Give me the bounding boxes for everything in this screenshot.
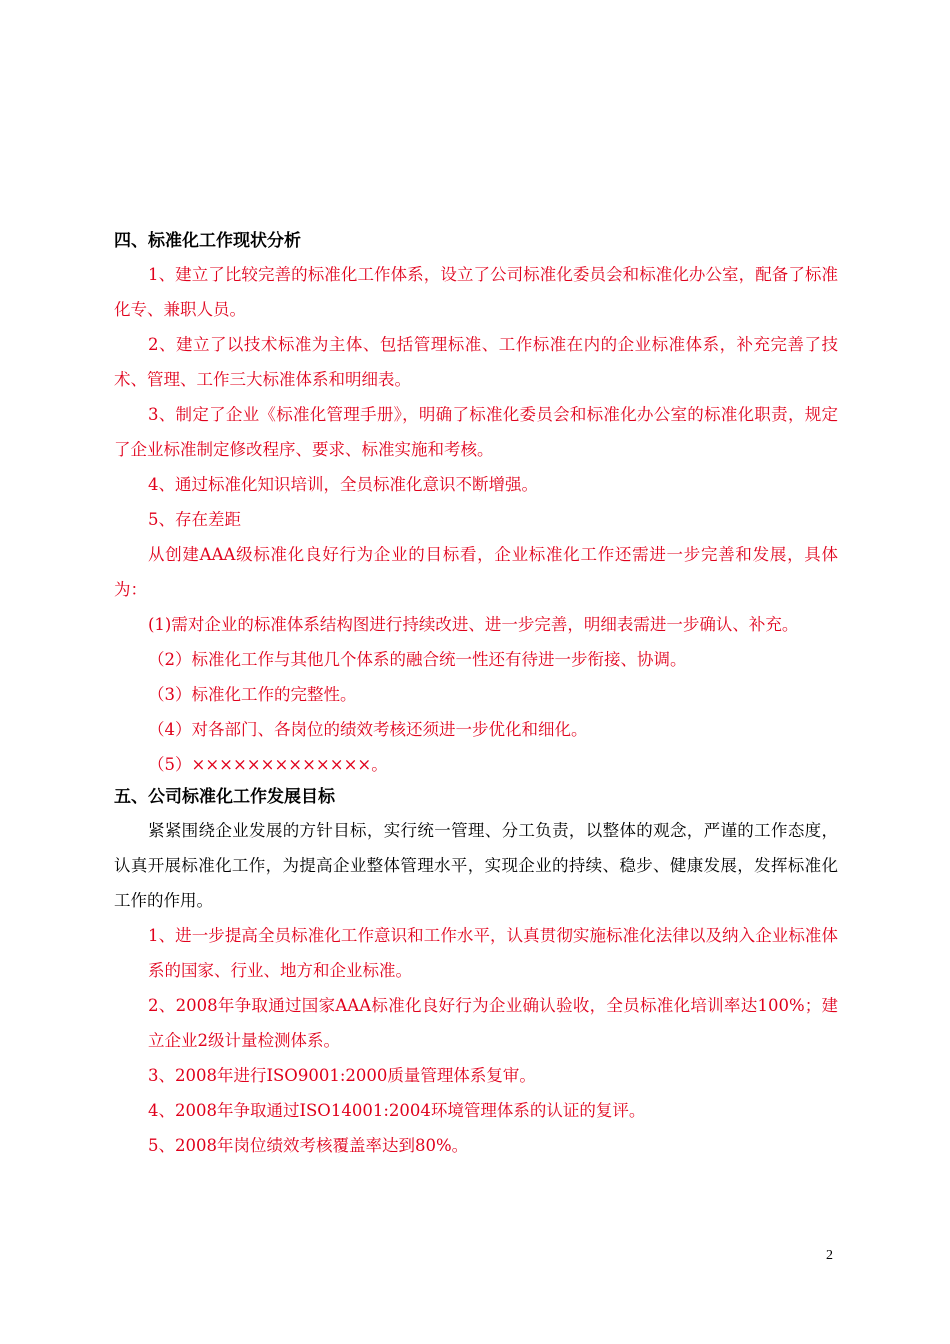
section-4-gap-5: （5）×××××××××××××。 bbox=[148, 755, 388, 774]
section-5-goal-5: 5、2008年岗位绩效考核覆盖率达到80%。 bbox=[148, 1136, 469, 1155]
section-5-intro: 紧紧围绕企业发展的方针目标，实行统一管理、分工负责，以整体的观念，严谨的工作态度，认真开展标准化工作，为提高企业整体管理水平，实现企业的持续、稳步、健康发展，发挥标准化工作的作用。 bbox=[114, 821, 838, 910]
section-5-goal-3: 3、2008年进行ISO9001:2000质量管理体系复审。 bbox=[148, 1066, 536, 1085]
section-4-gap-4: （4）对各部门、各岗位的绩效考核还须进一步优化和细化。 bbox=[148, 720, 588, 739]
page-number: 2 bbox=[826, 1248, 833, 1263]
section-4-item-1: 1、建立了比较完善的标准化工作体系，设立了公司标准化委员会和标准化办公室，配备了标准化专、兼职人员。 bbox=[114, 265, 838, 319]
section-5-goal-1: 1、进一步提高全员标准化工作意识和工作水平，认真贯彻实施标准化法律以及纳入企业标准体系的国家、行业、地方和企业标准。 bbox=[148, 926, 838, 980]
document-body bbox=[114, 226, 838, 1163]
section-5-heading: 五、公司标准化工作发展目标 bbox=[114, 787, 335, 807]
section-4-gap-3: （3）标准化工作的完整性。 bbox=[148, 685, 357, 704]
section-4-item-4: 4、通过标准化知识培训，全员标准化意识不断增强。 bbox=[148, 475, 538, 494]
section-5-goal-4: 4、2008年争取通过ISO14001:2004环境管理体系的认证的复评。 bbox=[148, 1101, 646, 1120]
section-4-item-5: 5、存在差距 bbox=[148, 510, 241, 529]
section-4-item-2: 2、建立了以技术标准为主体、包括管理标准、工作标准在内的企业标准体系，补充完善了技术、管理、工作三大标准体系和明细表。 bbox=[114, 335, 838, 389]
section-4-item-3: 3、制定了企业《标准化管理手册》，明确了标准化委员会和标准化办公室的标准化职责，规定了企业标准制定修改程序、要求、标准实施和考核。 bbox=[114, 405, 838, 459]
section-5-goal-2: 2、2008年争取通过国家AAA标准化良好行为企业确认验收，全员标准化培训率达100%；建立企业2级计量检测体系。 bbox=[148, 996, 838, 1050]
section-4-gap-2: （2）标准化工作与其他几个体系的融合统一性还有待进一步衔接、协调。 bbox=[148, 650, 687, 669]
section-4-gap-1: (1)需对企业的标准体系结构图进行持续改进、进一步完善，明细表需进一步确认、补充。 bbox=[148, 615, 799, 634]
section-4-heading: 四、标准化工作现状分析 bbox=[114, 231, 301, 251]
section-4-gap-intro: 从创建AAA级标准化良好行为企业的目标看，企业标准化工作还需进一步完善和发展，具体为： bbox=[114, 545, 838, 599]
